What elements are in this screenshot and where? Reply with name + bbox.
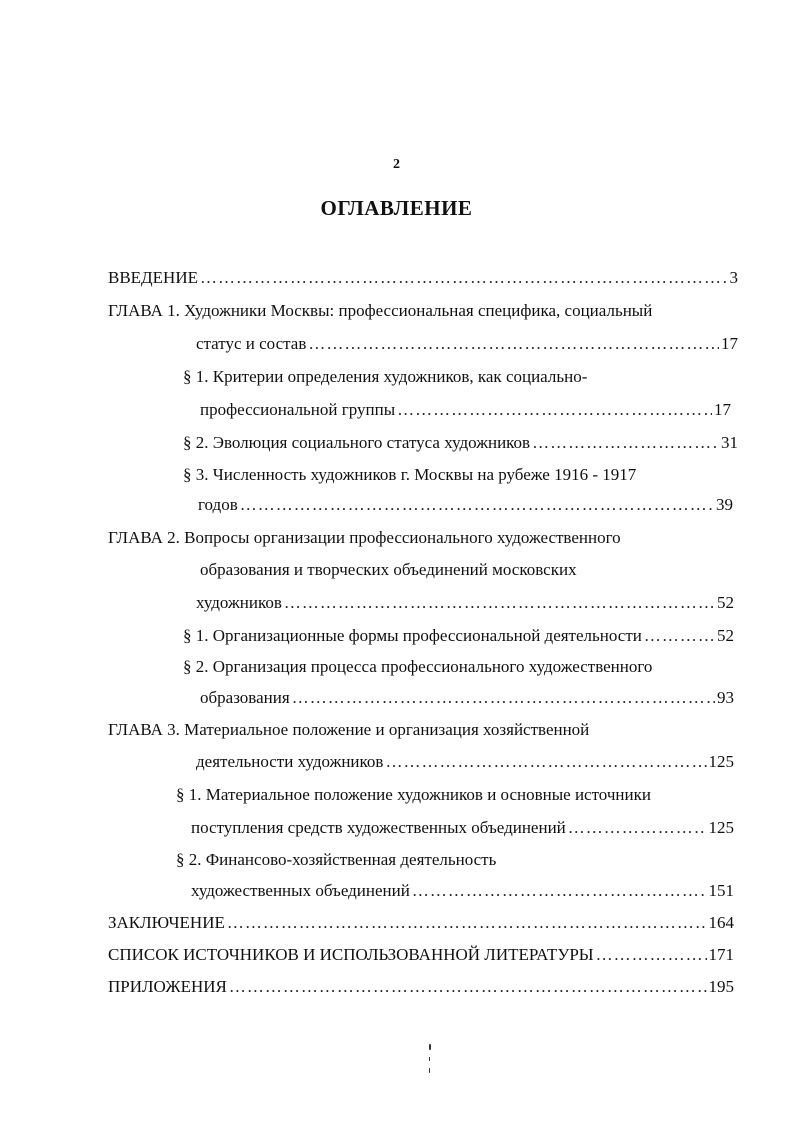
dot-leader <box>292 687 715 709</box>
toc-page-number: 52 <box>717 626 734 645</box>
dot-leader <box>227 912 707 934</box>
toc-label: СПИСОК ИСТОЧНИКОВ И ИСПОЛЬЗОВАННОЙ ЛИТЕРАТУРЫ <box>108 945 594 964</box>
toc-section-1-3-heading[interactable]: § 3. Численность художников г. Москвы на рубеже 1916 - 1917 <box>183 465 637 484</box>
toc-label: деятельности художников <box>196 752 384 771</box>
scan-artifact-mark <box>429 1044 431 1050</box>
dot-leader <box>284 592 715 614</box>
toc-entry-section-1-1[interactable] <box>200 399 731 421</box>
toc-entry-section-1-3[interactable] <box>198 494 733 516</box>
toc-label: ПРИЛОЖЕНИЯ <box>108 977 227 996</box>
toc-label: художников <box>196 593 282 612</box>
page-title: ОГЛАВЛЕНИЕ <box>320 196 473 220</box>
dot-leader <box>412 880 707 902</box>
toc-entry-chapter-2[interactable] <box>196 592 734 614</box>
toc-page-number: 93 <box>717 688 734 707</box>
toc-page-number: 171 <box>708 945 734 964</box>
toc-page-number: 52 <box>717 593 734 612</box>
toc-page-number: 17 <box>714 400 731 419</box>
toc-page-number: 195 <box>708 977 734 996</box>
toc-label: поступления средств художественных объединений <box>191 818 566 837</box>
toc-entry-section-2-1[interactable] <box>183 625 734 647</box>
dot-leader <box>308 333 719 355</box>
dot-leader <box>644 625 715 647</box>
dot-leader <box>240 494 714 516</box>
scan-artifact-mark <box>429 1068 430 1073</box>
toc-entry-chapter-1[interactable] <box>196 333 738 355</box>
toc-chapter-2-heading-cont[interactable]: образования и творческих объединений московских <box>200 560 577 579</box>
toc-entry-conclusion[interactable] <box>108 912 734 934</box>
toc-section-2-2-heading[interactable]: § 2. Организация процесса профессионального художественного <box>183 657 653 676</box>
toc-section-3-1-heading[interactable]: § 1. Материальное положение художников и основные источники <box>176 785 651 804</box>
toc-chapter-3-heading[interactable]: ГЛАВА 3. Материальное положение и организация хозяйственной <box>108 720 590 739</box>
toc-label: ЗАКЛЮЧЕНИЕ <box>108 913 225 932</box>
dot-leader <box>397 399 712 421</box>
toc-section-1-1-heading[interactable]: § 1. Критерии определения художников, как социально- <box>183 367 588 386</box>
dot-leader <box>385 751 706 773</box>
toc-page-number: 17 <box>721 334 738 353</box>
toc-page-number: 151 <box>708 881 734 900</box>
toc-entry-section-3-2[interactable] <box>191 880 734 902</box>
toc-label: художественных объединений <box>191 881 410 900</box>
dot-leader <box>568 817 707 839</box>
toc-label: профессиональной группы <box>200 400 396 419</box>
dot-leader <box>229 976 707 998</box>
toc-page-number: 125 <box>708 752 734 771</box>
toc-label: годов <box>198 495 238 514</box>
toc-label: § 2. Эволюция социального статуса художников <box>183 433 531 452</box>
toc-page-number: 3 <box>729 268 738 287</box>
scan-artifact-mark <box>429 1057 430 1061</box>
toc-label: образования <box>200 688 290 707</box>
toc-entry-section-1-2[interactable] <box>183 432 738 454</box>
toc-page-number: 31 <box>721 433 738 452</box>
toc-entry-section-3-1[interactable] <box>191 817 734 839</box>
toc-page-number: 125 <box>708 818 734 837</box>
toc-entry-intro[interactable] <box>108 267 738 289</box>
dot-leader <box>200 267 728 289</box>
dot-leader <box>532 432 719 454</box>
toc-entry-sources[interactable] <box>108 944 734 966</box>
page-number: 2 <box>393 157 400 172</box>
dot-leader <box>596 944 707 966</box>
toc-entry-section-2-2[interactable] <box>200 687 734 709</box>
toc-entry-appendix[interactable] <box>108 976 734 998</box>
toc-chapter-2-heading[interactable]: ГЛАВА 2. Вопросы организации профессионального художественного <box>108 528 621 547</box>
toc-chapter-1-heading[interactable]: ГЛАВА 1. Художники Москвы: профессиональная специфика, социальный <box>108 301 653 320</box>
toc-page-number: 164 <box>708 913 734 932</box>
toc-page-number: 39 <box>716 495 733 514</box>
toc-label: § 1. Организационные формы профессиональной деятельности <box>183 626 642 645</box>
toc-entry-chapter-3[interactable] <box>196 751 734 773</box>
toc-section-3-2-heading[interactable]: § 2. Финансово-хозяйственная деятельность <box>176 850 497 869</box>
toc-label: статус и состав <box>196 334 307 353</box>
toc-label: ВВЕДЕНИЕ <box>108 268 198 287</box>
